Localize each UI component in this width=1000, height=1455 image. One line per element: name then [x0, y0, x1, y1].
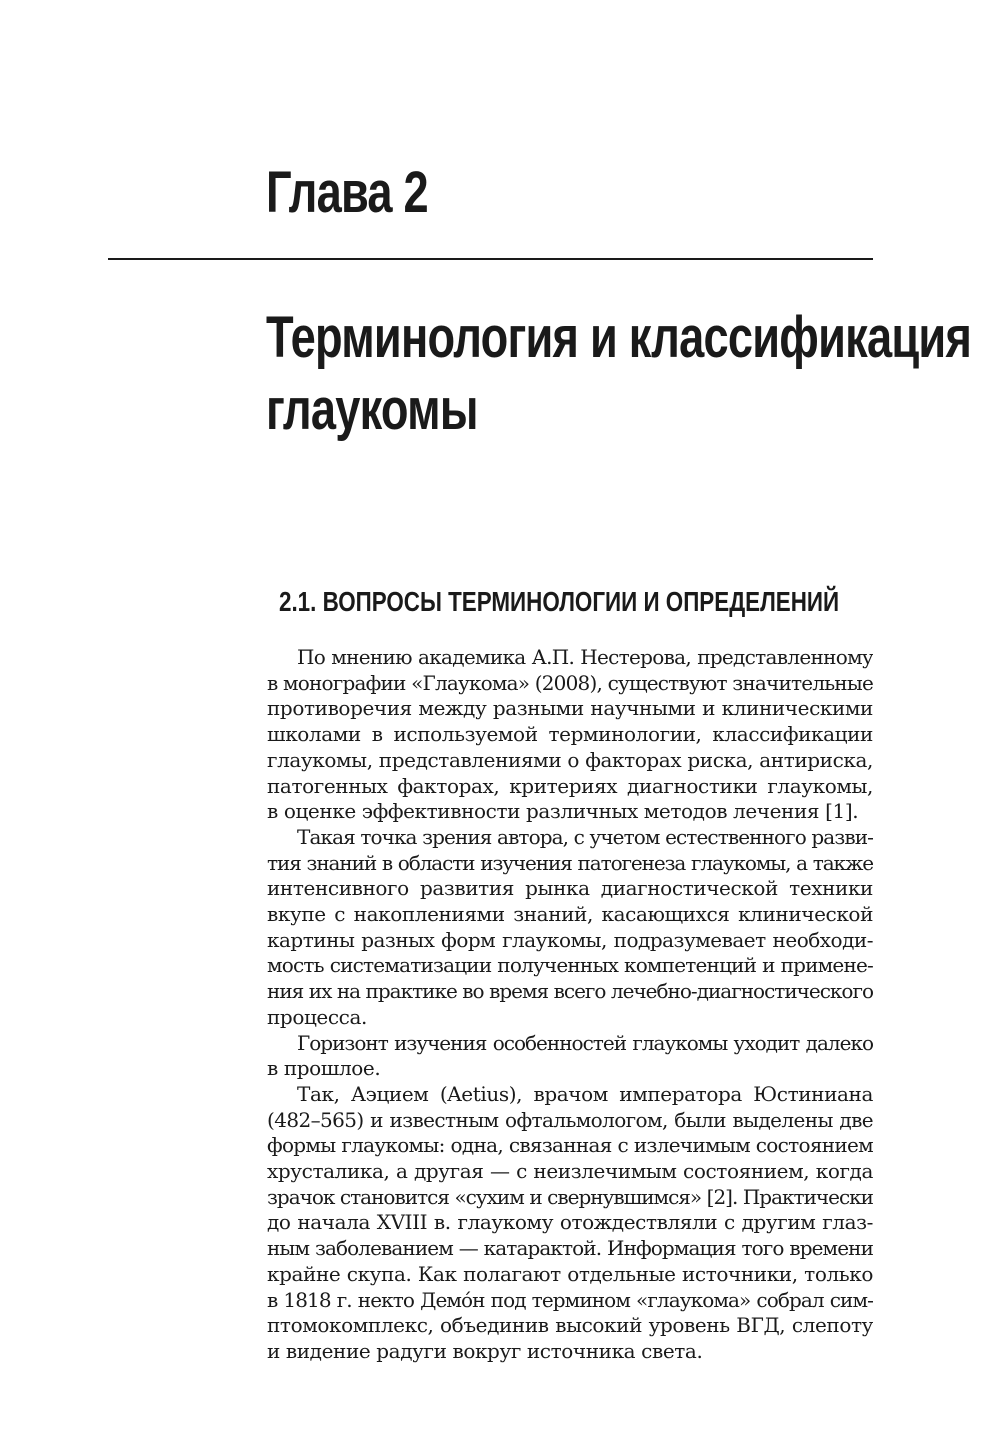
- chapter-title-line: глаукомы: [266, 377, 478, 442]
- paragraph: [267, 1082, 873, 1365]
- chapter-title: [266, 302, 972, 446]
- text-line: патогенных факторах, критериях диагностики глаукомы,: [267, 773, 873, 798]
- text-line: По мнению академика А.П. Нестерова, представленному: [297, 645, 873, 669]
- paragraph: [267, 825, 873, 1031]
- text-line: в 1818 г. некто Демо́н под термином «глаукома» собрал сим-: [267, 1287, 873, 1312]
- text-line: мость систематизации полученных компетенций и примене-: [267, 953, 873, 978]
- text-line: школами в используемой терминологии, классификации: [267, 722, 873, 747]
- text-line: интенсивного развития рынка диагностической техники: [267, 876, 873, 901]
- text-line: формы глаукомы: одна, связанная с излечимым состоянием: [267, 1133, 873, 1158]
- text-line: Так, Аэцием (Aetius), врачом императора Юстиниана: [297, 1081, 873, 1106]
- text-line: противоречия между разными научными и клиническими: [267, 696, 873, 721]
- text-line: крайне скупа. Как полагают отдельные источники, только: [267, 1261, 873, 1286]
- text-line: в оценке эффективности различных методов лечения [1].: [267, 799, 859, 824]
- text-line: глаукомы, представлениями о факторах риска, антириска,: [267, 747, 873, 772]
- text-line: Такая точка зрения автора, с учетом естественного разви-: [297, 824, 873, 849]
- text-line: хрусталика, а другая — с неизлечимым состоянием, когда: [267, 1159, 873, 1184]
- text-line: в прошлое.: [267, 1056, 381, 1081]
- body-text: [267, 645, 873, 1365]
- section-heading: 2.1. ВОПРОСЫ ТЕРМИНОЛОГИИ И ОПРЕДЕЛЕНИЙ: [279, 586, 840, 617]
- text-line: до начала XVIII в. глаукому отождествляли с другим глаз-: [267, 1210, 873, 1235]
- text-line: зрачок становится «сухим и свернувшимся» [2]. Практически: [267, 1184, 873, 1209]
- text-line: Горизонт изучения особенностей глаукомы уходит далеко: [297, 1030, 873, 1055]
- text-line: ным заболеванием — катарактой. Информация того времени: [267, 1236, 873, 1261]
- text-line: птомокомплекс, объединив высокий уровень ВГД, слепоту: [267, 1313, 873, 1338]
- paragraph: [267, 645, 873, 825]
- text-line: процесса.: [267, 1004, 367, 1029]
- text-line: вкупе с накоплениями знаний, касающихся клинической: [267, 902, 873, 927]
- text-line: и видение радуги вокруг источника света.: [267, 1338, 703, 1363]
- text-line: в монографии «Глаукома» (2008), существуют значительные: [267, 670, 873, 695]
- text-line: тия знаний в области изучения патогенеза глаукомы, а также: [267, 850, 873, 875]
- text-line: ния их на практике во время всего лечебно-диагностического: [267, 979, 873, 1004]
- chapter-title-line: Терминология и классификация: [266, 305, 972, 370]
- paragraph: [267, 1031, 873, 1082]
- text-line: картины разных форм глаукомы, подразумевает необходи-: [267, 927, 873, 952]
- chapter-label: Глава 2: [266, 160, 428, 225]
- text-line: (482–565) и известным офтальмологом, были выделены две: [267, 1107, 873, 1132]
- chapter-divider: [108, 258, 873, 260]
